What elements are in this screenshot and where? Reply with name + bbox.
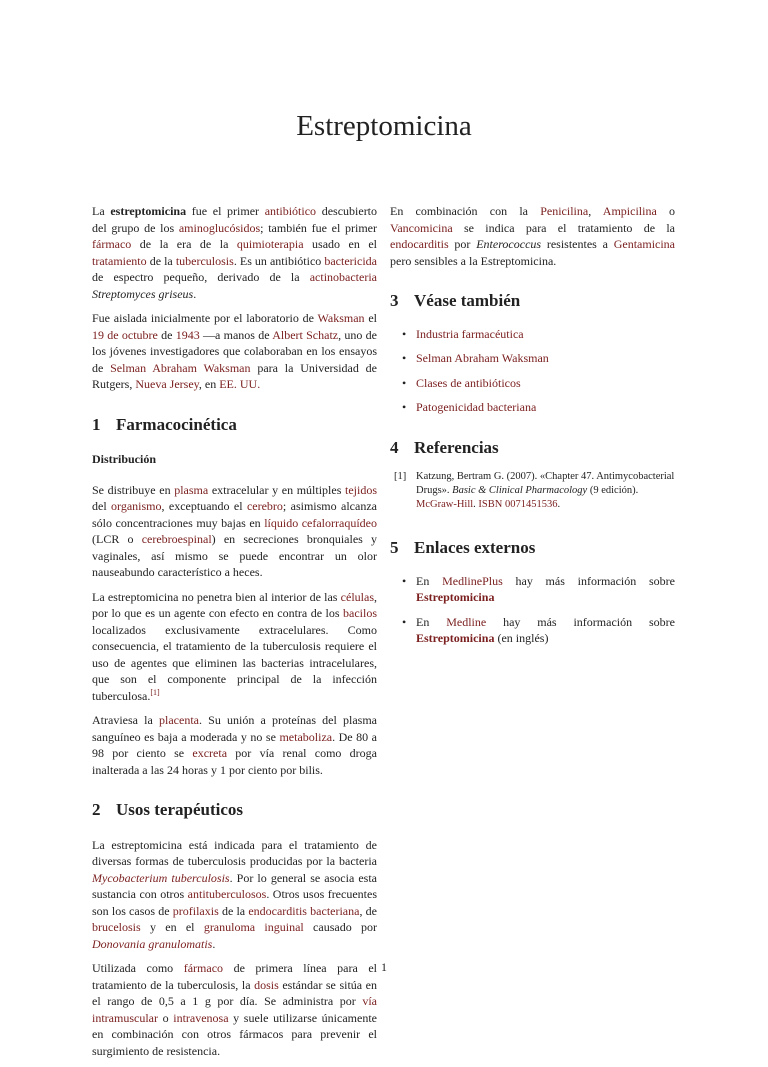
- section-heading-referencias: 4 Referencias: [390, 437, 499, 457]
- link-placenta[interactable]: placenta: [159, 713, 199, 727]
- page-title: Estreptomicina: [296, 110, 472, 142]
- right-column: [390, 203, 675, 655]
- link-granuloma[interactable]: granuloma inguinal: [203, 920, 304, 934]
- farmaco-paragraph-2: La estreptomicina no penetra bien al interior de las células, por lo que es un agente con efecto en contra de los bacilos localizados exclusivamente extracelulares. Como consecuencia, el tratamiento de la tuberculosis requiere el uso de agentes que eliminen las bacterias intracelulares, que son el componente principal de la infección tuberculosa.[1]: [92, 589, 377, 703]
- link-tratamiento[interactable]: tratamiento: [92, 253, 147, 268]
- link-via-intramuscular[interactable]: vía intramuscular: [92, 994, 377, 1025]
- link-cerebro[interactable]: cerebro: [246, 499, 283, 513]
- link-intravenosa[interactable]: intravenosa: [173, 1010, 229, 1025]
- link-donovania[interactable]: Donovania granulomatis: [92, 936, 213, 951]
- link-ampicilina[interactable]: Ampicilina: [602, 204, 657, 218]
- link-farmaco[interactable]: fármaco: [92, 237, 132, 251]
- external-links-list: [390, 573, 675, 647]
- link-metaboliza[interactable]: metaboliza: [279, 729, 333, 744]
- see-also-link-1[interactable]: Industria farmacéutica: [416, 326, 524, 341]
- link-schatz[interactable]: Albert Schatz: [272, 327, 339, 342]
- left-column: [92, 203, 377, 1067]
- link-gentamicina[interactable]: Gentamicina: [613, 237, 676, 251]
- link-mcgraw-hill[interactable]: McGraw-Hill: [416, 499, 474, 510]
- link-actinobacteria[interactable]: actinobacteria: [309, 270, 377, 284]
- section-heading-usos: 2 Usos terapéuticos: [92, 800, 244, 819]
- link-organismo[interactable]: organismo: [111, 499, 162, 513]
- section-heading-vease: 3 Véase también: [390, 291, 521, 310]
- link-profilaxis[interactable]: profilaxis: [172, 903, 219, 918]
- link-farmaco-2[interactable]: fármaco: [183, 961, 224, 975]
- link-medlineplus[interactable]: MedlinePlus: [442, 573, 503, 588]
- list-item: • En MedlinePlus hay más información sobre Estreptomicina: [390, 573, 675, 606]
- intro-paragraph-1: La estreptomicina fue el primer antibiótico descubierto del grupo de los aminoglucósidos; también fue el primer fármaco de la era de la quimioterapia usado en el tratamiento de la tuberculosis. Es un antibiótico bactericida de espectro pequeño, derivado de la actinobacteria Streptomyces griseus.: [92, 204, 378, 301]
- link-vancomicina[interactable]: Vancomicina: [390, 220, 453, 235]
- link-bacilos[interactable]: bacilos: [343, 606, 377, 620]
- link-endocarditis[interactable]: endocarditis: [390, 237, 449, 251]
- farmaco-paragraph-3: Atraviesa la placenta. Su unión a proteínas del plasma sanguíneo es baja a moderada y no se metaboliza. De 80 a 98 por ciento se excreta por vía renal como droga inalterada a las 24 horas y 1 por ciento por bilis.: [92, 713, 377, 777]
- list-item: [390, 399, 675, 416]
- link-tejidos[interactable]: tejidos: [345, 482, 377, 497]
- see-also-link-2[interactable]: Selman Abraham Waksman: [416, 351, 549, 365]
- see-also-link-4[interactable]: Patogenicidad bacteriana: [416, 400, 537, 414]
- list-item: [390, 350, 675, 367]
- intro-paragraph-2: Fue aislada inicialmente por el laboratorio de Waksman el 19 de octubre de 1943 —a manos de Albert Schatz, uno de los jóvenes investigadores que colaboraban en los ensayos de Selman Abraham Waksman para la Universidad de Rutgers, Nueva Jersey, en EE. UU.: [92, 311, 378, 391]
- list-item: [390, 326, 675, 343]
- link-bactericida[interactable]: bactericida: [324, 253, 377, 268]
- see-also-link-3[interactable]: Clases de antibióticos: [416, 375, 521, 390]
- usos-paragraph-1: La estreptomicina está indicada para el tratamiento de diversas formas de tuberculosis producidas por la bacteria Mycobacterium tuberculosis. Por lo general se asocia esta sustancia con otros antituberculosos. Otros usos frecuentes son los casos de profilaxis de la endocarditis bacteriana, de brucelosis y en el granuloma inguinal causado por Donovania granulomatis.: [92, 837, 377, 951]
- link-cerebroespinal[interactable]: cerebroespinal: [141, 532, 212, 546]
- link-aminoglucosidos[interactable]: aminoglucósidos: [178, 220, 261, 235]
- italic-species: Streptomyces griseus: [92, 286, 194, 301]
- farmaco-paragraph-1: Se distribuye en plasma extracelular y en múltiples tejidos del organismo, exceptuando el cerebro; asimismo alcanza sólo concentraciones muy bajas en líquido cefalorraquídeo (LCR o cerebroespinal) en secreciones bronquiales y vaginales, así mismo se puede encontrar un olor nauseabundo característico a heces.: [92, 482, 377, 579]
- citation-1[interactable]: [1]: [150, 687, 160, 697]
- link-excreta[interactable]: excreta: [192, 746, 228, 760]
- section-heading-enlaces: 5 Enlaces externos: [390, 538, 536, 557]
- link-year[interactable]: 1943: [175, 327, 200, 342]
- link-celulas[interactable]: células: [340, 589, 374, 604]
- link-eeuu[interactable]: EE. UU.: [219, 377, 261, 391]
- link-antibiotico[interactable]: antibiótico: [264, 204, 317, 218]
- link-penicilina[interactable]: Penicilina: [540, 204, 589, 218]
- reference-number: [1]: [394, 471, 407, 482]
- link-date[interactable]: 19 de octubre: [92, 327, 158, 342]
- section-heading-farmacocinetica: 1 Farmacocinética: [92, 414, 237, 434]
- link-antituberculosos[interactable]: antituberculosos: [187, 887, 267, 901]
- link-nueva-jersey[interactable]: Nueva Jersey: [135, 377, 199, 391]
- link-isbn[interactable]: ISBN 0071451536: [478, 499, 558, 510]
- list-item: [390, 375, 675, 392]
- link-brucelosis[interactable]: brucelosis: [92, 920, 141, 934]
- italic-enterococcus: Enterococcus: [476, 237, 542, 251]
- link-estreptomicina-1[interactable]: Estreptomicina: [416, 590, 495, 604]
- link-quimioterapia[interactable]: quimioterapia: [236, 237, 304, 251]
- link-mycobacterium[interactable]: Mycobacterium tuberculosis: [92, 870, 230, 885]
- link-estreptomicina-2[interactable]: Estreptomicina: [416, 631, 495, 645]
- reference-1: [1] Katzung, Bertram G. (2007). «Chapter 47. Antimycobacterial Drugs». Basic & Clinical Pharmacology (9 edición). McGraw-Hill. ISBN 0071451536.: [394, 471, 675, 510]
- link-liquido[interactable]: líquido cefalorraquídeo: [264, 515, 377, 530]
- bold-term: estreptomicina: [110, 204, 187, 218]
- link-endocarditis-bacteriana[interactable]: endocarditis bacteriana: [248, 903, 360, 918]
- list-item: • En Medline hay más información sobre Estreptomicina (en inglés): [390, 614, 675, 647]
- link-tuberculosis[interactable]: tuberculosis: [175, 253, 234, 268]
- link-dosis[interactable]: dosis: [254, 977, 279, 992]
- page-number: 1: [381, 960, 387, 974]
- link-medline[interactable]: Medline: [446, 614, 487, 629]
- see-also-list: [390, 326, 675, 416]
- usos-paragraph-3: En combinación con la Penicilina, Ampicilina o Vancomicina se indica para el tratamiento de la endocarditis por Enterococcus resistentes a Gentamicina pero sensibles a la Estreptomicina.: [390, 204, 676, 268]
- link-plasma[interactable]: plasma: [174, 482, 209, 497]
- subsection-heading-distribucion: Distribución: [92, 452, 157, 466]
- link-waksman[interactable]: Waksman: [317, 311, 365, 325]
- link-selman[interactable]: Selman Abraham Waksman: [110, 360, 251, 375]
- usos-paragraph-2: Utilizada como fármaco de primera línea para el tratamiento de la tuberculosis, la dosis estándar se sitúa en el rango de 0,5 a 1 g por día. Se administra por vía intramuscular o intravenosa y suele utilizarse únicamente en combinación con otros fármacos para prevenir el surgimiento de resistencia.: [92, 961, 377, 1058]
